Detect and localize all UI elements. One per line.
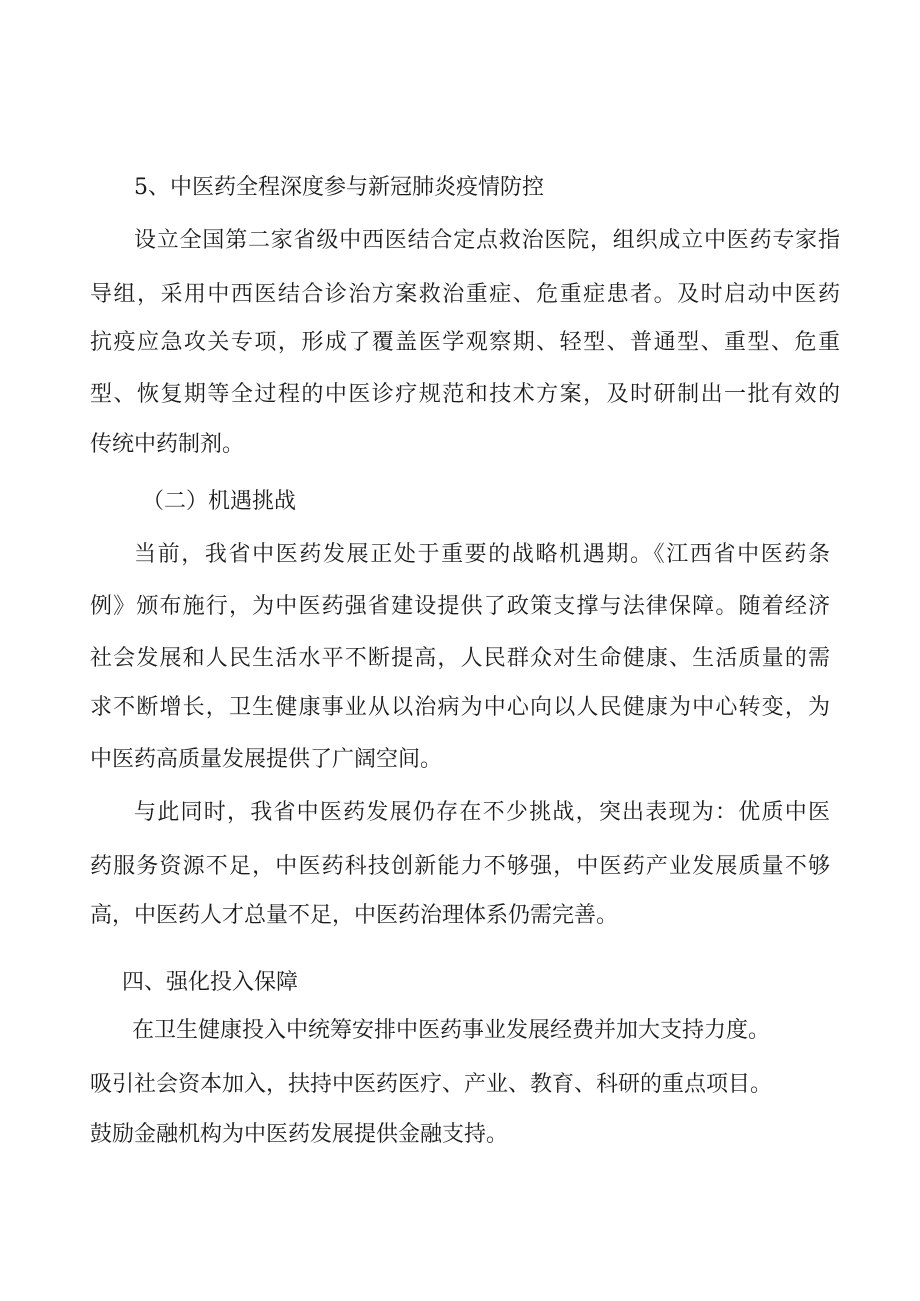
section-4-para-line-1: 在卫生健康投入中统筹安排中医药事业发展经费并加大支持力度。 <box>132 1018 771 1043</box>
opportunity-para2-line-1: 与此同时，我省中医药发展仍存在不少挑战，突出表现为：优质中医 <box>134 800 830 825</box>
section-5-para-line-1: 设立全国第二家省级中西医结合定点救治医院，组织成立中医药专家指 <box>134 228 840 253</box>
opportunity-para1-line-1: 当前，我省中医药发展正处于重要的战略机遇期。《江西省中医药条 <box>134 542 830 567</box>
section-5-heading: 5、中医药全程深度参与新冠肺炎疫情防控 <box>134 175 544 200</box>
section-5-para-line-3: 抗疫应急攻关专项，形成了覆盖医学观察期、轻型、普通型、重型、危重 <box>90 330 840 355</box>
opportunity-para1-line-3: 社会发展和人民生活水平不断提高，人民群众对生命健康、生活质量的需 <box>90 646 830 671</box>
opportunity-para2-line-3: 高，中医药人才总量不足，中医药治理体系仍需完善。 <box>90 903 619 928</box>
section-5-para-line-4: 型、恢复期等全过程的中医诊疗规范和技术方案，及时研制出一批有效的 <box>90 382 840 407</box>
section-4-heading: 四、强化投入保障 <box>122 970 299 995</box>
section-4-para-line-2: 吸引社会资本加入，扶持中医药医疗、产业、教育、科研的重点项目。 <box>90 1072 773 1097</box>
opportunity-para1-line-5: 中医药高质量发展提供了广阔空间。 <box>90 747 443 772</box>
section-5-para-line-5: 传统中药制剂。 <box>90 432 245 457</box>
opportunity-para1-line-2: 例》颁布施行，为中医药强省建设提供了政策支撑与法律保障。随着经济 <box>90 594 830 619</box>
section-4-para-line-3: 鼓励金融机构为中医药发展提供金融支持。 <box>90 1122 509 1147</box>
opportunity-para2-line-2: 药服务资源不足，中医药科技创新能力不够强，中医药产业发展质量不够 <box>90 854 830 879</box>
opportunity-para1-line-4: 求不断增长，卫生健康事业从以治病为中心向以人民健康为中心转变，为 <box>90 695 830 720</box>
opportunity-heading: （二）机遇挑战 <box>142 489 297 514</box>
section-5-para-line-2: 导组，采用中西医结合诊治方案救治重症、危重症患者。及时启动中医药 <box>90 282 840 307</box>
